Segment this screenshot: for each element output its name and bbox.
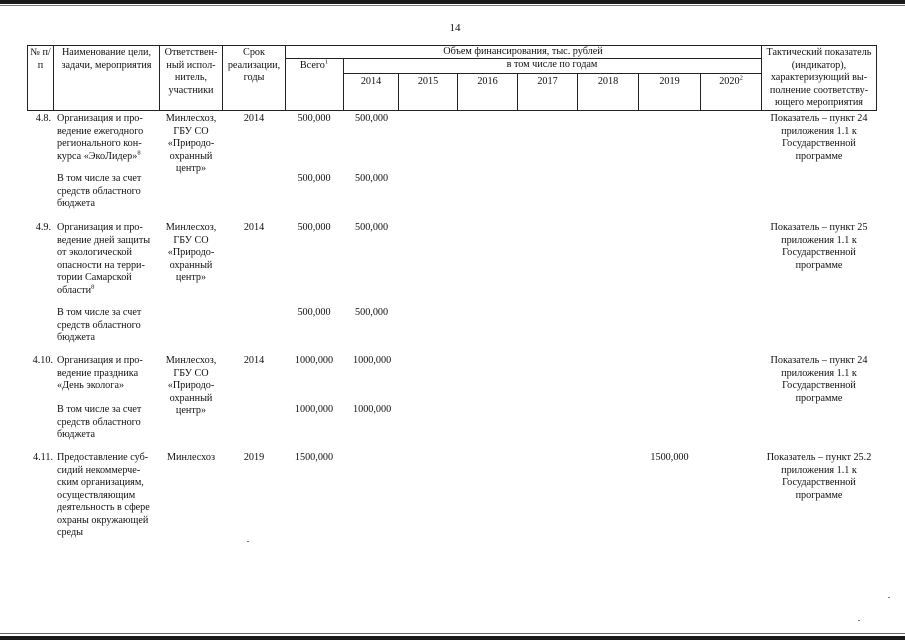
row-4-8-num: 4.8. (35, 113, 51, 124)
row-4-11-responsible: Минлесхоз (166, 452, 216, 463)
row-4-9-term: 2014 (243, 222, 265, 233)
page-number: 14 (449, 22, 461, 34)
years-subheader-line (343, 73, 761, 74)
table-right-border (876, 45, 877, 110)
col-divider-num (53, 45, 54, 110)
scan-top-line (0, 5, 905, 6)
header-term: Срок реализации, годы (227, 47, 281, 83)
row-4-10-sub-2014: 1000,000 (353, 404, 392, 415)
row-4-9-2014: 500,000 (355, 222, 389, 233)
row-4-9-sub-total: 500,000 (297, 307, 331, 318)
header-responsible: Ответствен-ный испол-нитель, участники (164, 47, 218, 96)
row-4-10-indicator: Показатель – пункт 24 приложения 1.1 к Государственной программе (770, 355, 868, 404)
row-4-9-num: 4.9. (35, 222, 51, 233)
header-total-label: Всего (299, 60, 325, 71)
row-4-8-sub-name: В том числе за счет средств областного бюджета (57, 173, 142, 209)
row-4-9-name (57, 222, 160, 297)
scan-top-border (0, 0, 905, 4)
header-funding: Объем финансирования, тыс. рублей (443, 46, 603, 57)
row-4-11-2019: 1500,000 (650, 452, 689, 463)
row-4-8-total: 500,000 (297, 113, 331, 124)
scan-bottom-border (0, 636, 905, 640)
scan-speck (888, 597, 890, 598)
row-4-8-responsible: Минлесхоз, ГБУ СО «Природо-охранный центр» (165, 113, 217, 174)
table-header-bottom-border (27, 110, 877, 111)
header-year-2020-footnote: 2 (739, 74, 743, 82)
row-4-9-responsible: Минлесхоз, ГБУ СО «Природо-охранный центр» (165, 222, 217, 283)
header-year-2014: 2014 (360, 76, 382, 87)
row-4-11-indicator: Показатель – пункт 25.2 приложения 1.1 к Государственной программе (766, 452, 872, 501)
row-4-9-sub-2014: 500,000 (355, 307, 389, 318)
row-4-8-sub-2014: 500,000 (355, 173, 389, 184)
row-4-8-2014: 500,000 (355, 113, 389, 124)
row-4-8-sub-total: 500,000 (297, 173, 331, 184)
row-4-11-term: 2019 (243, 452, 265, 463)
scan-speck (247, 541, 249, 542)
row-4-10-sub-total: 1000,000 (294, 404, 334, 415)
row-4-8-term: 2014 (243, 113, 265, 124)
header-year-2019: 2019 (659, 76, 680, 87)
row-4-8-name-text: Организация и про-ведение ежегодного регионального кон-курса «ЭкоЛидер» (57, 113, 144, 162)
row-4-8-indicator: Показатель – пункт 24 приложения 1.1 к Государственной программе (770, 113, 868, 162)
header-year-2015: 2015 (417, 76, 439, 87)
row-4-11-total: 1500,000 (294, 452, 334, 463)
header-year-2018: 2018 (597, 76, 619, 87)
header-num: № п/п (30, 47, 51, 71)
header-indicator: Тактический показатель (индикатор), характеризующий вы-полнение соответству-ющего мероприятия (766, 47, 872, 108)
row-4-9-total: 500,000 (297, 222, 331, 233)
header-name: Наименование цели, задачи, мероприятия (61, 47, 152, 71)
scan-bottom-line (0, 633, 905, 634)
header-year-2016: 2016 (477, 76, 498, 87)
header-year-2020-label: 2020 (719, 76, 740, 87)
row-4-10-num: 4.10. (32, 355, 53, 366)
row-4-8-footnote: 8 (137, 149, 141, 157)
row-4-9-footnote: 8 (91, 283, 95, 291)
row-4-10-name-text: Организация и про-ведение праздника «День эколога» (57, 355, 143, 391)
col-divider-resp (222, 45, 223, 110)
row-4-10-total: 1000,000 (294, 355, 334, 366)
row-4-10-name (57, 355, 160, 393)
header-total (286, 60, 342, 73)
row-4-11-num: 4.11. (33, 452, 53, 463)
row-4-9-sub-name: В том числе за счет средств областного бюджета (57, 307, 142, 343)
row-4-10-term: 2014 (243, 355, 265, 366)
header-year-2020 (701, 76, 761, 89)
row-4-10-sub-name: В том числе за счет средств областного бюджета (57, 404, 142, 440)
row-4-9-name-text: Организация и про-ведение дней защиты от экологической опасности на терри-тории Самарской области (57, 222, 151, 296)
header-year-2017: 2017 (537, 76, 558, 87)
row-4-9-indicator: Показатель – пункт 25 приложения 1.1 к Государственной программе (770, 222, 868, 271)
row-4-10-2014: 1000,000 (353, 355, 392, 366)
row-4-10-responsible: Минлесхоз, ГБУ СО «Природо-охранный центр» (165, 355, 217, 416)
scan-speck (858, 620, 860, 621)
header-by-years: в том числе по годам (506, 59, 598, 70)
row-4-8-name (57, 113, 160, 163)
row-4-11-name: Предоставление суб-сидий некоммерче-ским организациям, осуществляющим деятельность в сфере охраны окружающей среды (57, 452, 150, 538)
header-total-footnote: 1 (324, 58, 329, 66)
